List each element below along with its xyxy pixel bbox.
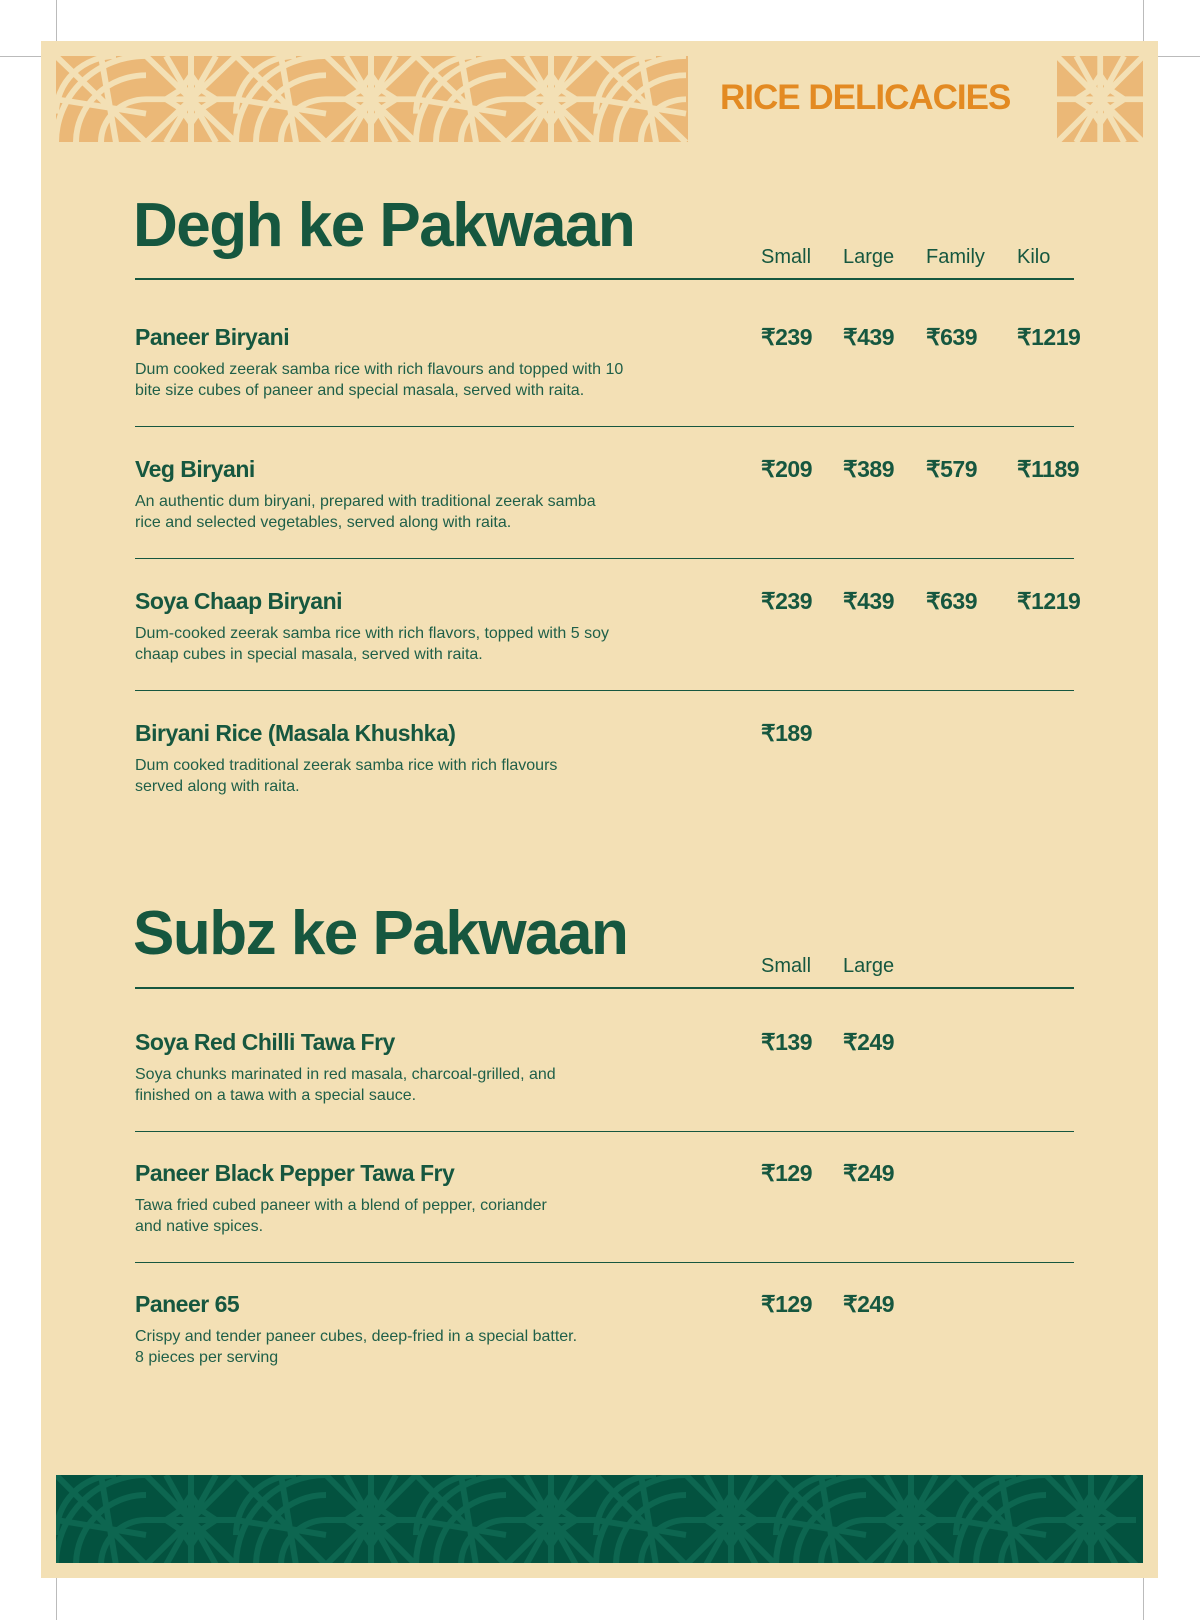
- crop-mark: [1158, 56, 1200, 57]
- category-title: RICE DELICACIES: [720, 78, 1011, 117]
- footer-pattern-band: [56, 1475, 1143, 1563]
- item-divider: [135, 426, 1074, 427]
- menu-item-price: ₹189: [761, 720, 813, 746]
- menu-item-price: ₹639: [926, 324, 978, 350]
- section-divider: [135, 987, 1074, 989]
- menu-item-price: ₹239: [761, 588, 813, 614]
- menu-item-name: Paneer Black Pepper Tawa Fry: [135, 1160, 455, 1186]
- column-header-kilo: Kilo: [1017, 246, 1051, 268]
- menu-item-price: ₹439: [843, 324, 895, 350]
- menu-item-price: ₹239: [761, 324, 813, 350]
- menu-item-price: ₹139: [761, 1029, 813, 1055]
- menu-item-price: ₹129: [761, 1291, 813, 1317]
- menu-item-price: ₹209: [761, 456, 813, 482]
- menu-item-name: Paneer 65: [135, 1291, 240, 1317]
- header-pattern-tile: [1057, 56, 1143, 142]
- menu-item-name: Soya Red Chilli Tawa Fry: [135, 1029, 395, 1055]
- menu-item-description: and native spices.: [135, 1218, 264, 1235]
- menu-item-description: 8 pieces per serving: [135, 1349, 279, 1366]
- column-header-large: Large: [843, 246, 895, 268]
- menu-item-name: Biryani Rice (Masala Khushka): [135, 720, 456, 746]
- menu-item-name: Soya Chaap Biryani: [135, 588, 343, 614]
- menu-item-description: chaap cubes in special masala, served with raita.: [135, 646, 483, 663]
- crop-mark: [1143, 1578, 1144, 1620]
- menu-item-price: ₹249: [843, 1029, 895, 1055]
- menu-item-description: finished on a tawa with a special sauce.: [135, 1087, 417, 1104]
- crop-mark: [56, 1578, 57, 1620]
- section-divider: [135, 278, 1074, 280]
- menu-item-description: Dum cooked traditional zeerak samba rice with rich flavours: [135, 757, 558, 774]
- menu-item-price: ₹249: [843, 1291, 895, 1317]
- column-header-large: Large: [843, 955, 895, 977]
- menu-item-name: Paneer Biryani: [135, 324, 290, 350]
- menu-item-price: ₹1219: [1017, 324, 1081, 350]
- item-divider: [135, 1262, 1074, 1263]
- menu-item-price: ₹639: [926, 588, 978, 614]
- section-title: Subz ke Pakwaan: [133, 899, 628, 968]
- menu-item-price: ₹129: [761, 1160, 813, 1186]
- column-header-small: Small: [761, 246, 812, 268]
- column-header-small: Small: [761, 955, 812, 977]
- item-divider: [135, 558, 1074, 559]
- menu-item-price: ₹1189: [1017, 456, 1080, 482]
- menu-item-description: Tawa fried cubed paneer with a blend of pepper, coriander: [135, 1197, 547, 1214]
- menu-item-description: served along with raita.: [135, 778, 300, 795]
- menu-item-price: ₹1219: [1017, 588, 1081, 614]
- menu-item-description: Dum cooked zeerak samba rice with rich flavours and topped with 10: [135, 361, 624, 378]
- crop-mark: [1143, 0, 1144, 41]
- item-divider: [135, 1131, 1074, 1132]
- menu-item-name: Veg Biryani: [135, 456, 255, 482]
- menu-item-description: An authentic dum biryani, prepared with traditional zeerak samba: [135, 493, 596, 510]
- menu-item-description: Soya chunks marinated in red masala, charcoal-grilled, and: [135, 1066, 556, 1083]
- column-header-family: Family: [926, 246, 985, 268]
- crop-mark: [0, 56, 41, 57]
- item-divider: [135, 690, 1074, 691]
- menu-item-description: rice and selected vegetables, served along with raita.: [135, 514, 512, 531]
- menu-item-price: ₹439: [843, 588, 895, 614]
- header-pattern-band: [56, 56, 688, 142]
- section-title: Degh ke Pakwaan: [133, 191, 635, 260]
- menu-item-description: Crispy and tender paneer cubes, deep-fried in a special batter.: [135, 1328, 578, 1345]
- menu-item-price: ₹249: [843, 1160, 895, 1186]
- crop-mark: [56, 0, 57, 41]
- menu-item-price: ₹579: [926, 456, 978, 482]
- menu-item-description: Dum-cooked zeerak samba rice with rich flavors, topped with 5 soy: [135, 625, 609, 642]
- menu-item-description: bite size cubes of paneer and special masala, served with raita.: [135, 382, 585, 399]
- menu-item-price: ₹389: [843, 456, 895, 482]
